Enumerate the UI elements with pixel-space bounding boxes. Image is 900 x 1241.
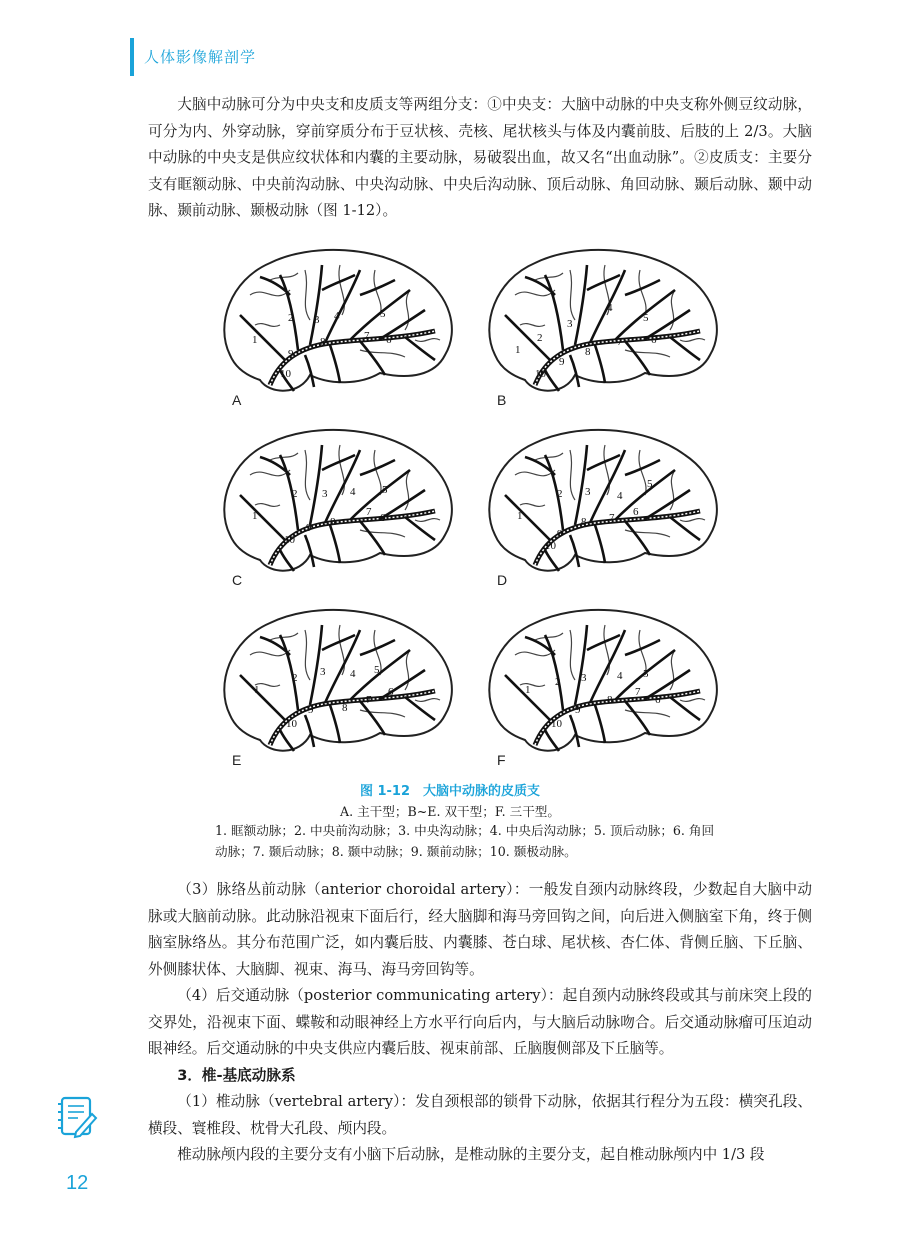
- artery-number-label: 3: [322, 488, 328, 500]
- sulcus-line: [305, 450, 310, 500]
- sulcus-line: [415, 519, 440, 522]
- artery-number-label: 10: [286, 718, 297, 730]
- running-header: 人体影像解剖学: [144, 48, 257, 66]
- artery-number-label: 6: [386, 334, 392, 346]
- artery-branch: [305, 355, 314, 387]
- sulcus-line: [570, 450, 575, 500]
- artery-number-label: 2: [555, 676, 561, 688]
- artery-branch: [587, 635, 620, 650]
- artery-branch: [587, 275, 620, 290]
- artery-number-label: 8: [330, 516, 336, 528]
- artery-number-label: 8: [585, 346, 591, 358]
- brain-panel-a: [210, 235, 470, 410]
- artery-number-label: 8: [607, 694, 613, 706]
- sulcus-line: [270, 453, 298, 460]
- brain-illustration: [210, 595, 470, 770]
- artery-number-label: 6: [655, 694, 661, 706]
- artery-branch: [322, 635, 355, 650]
- artery-branch: [587, 455, 620, 470]
- artery-number-label: 4: [607, 302, 613, 314]
- artery-branch: [505, 495, 550, 540]
- artery-branch: [330, 345, 340, 383]
- artery-branch: [240, 315, 285, 360]
- artery-number-label: 5: [647, 478, 653, 490]
- artery-branch: [545, 730, 559, 751]
- brain-illustration: [210, 235, 470, 410]
- brain-panel-d: [475, 415, 735, 590]
- sulcus-line: [639, 270, 646, 315]
- sulcus-line: [535, 633, 563, 640]
- panel-letter: D: [497, 572, 508, 588]
- header-accent-bar: [130, 38, 134, 76]
- sulcus-line: [305, 270, 310, 320]
- brain-panel-f: [475, 595, 735, 770]
- artery-branch: [570, 715, 579, 747]
- artery-number-label: 1: [525, 684, 531, 696]
- artery-number-label: 5: [374, 664, 380, 676]
- artery-branch: [330, 525, 340, 563]
- paragraph-posterior-communicating: （4）后交通动脉（posterior communicating artery）：起自颈内动脉终段或其与前床突上段的交界处，沿视束下面、蝶鞍和动眼神经上方水平行向后内，与大脑后动脉吻合。后交通动脉瘤可压迫动眼神经。后交通动脉的中央支供应内囊后肢、视束前部、丘脑腹侧部及下丘脑等。: [148, 987, 812, 1057]
- artery-branch: [310, 625, 322, 705]
- artery-branch: [625, 701, 650, 735]
- intro-text: [148, 92, 812, 225]
- artery-number-label: 4: [334, 310, 340, 322]
- notebook-pencil-icon: [56, 1094, 98, 1144]
- artery-number-label: 7: [366, 694, 372, 706]
- artery-number-label: 9: [559, 356, 565, 368]
- sulcus-line: [520, 504, 545, 507]
- sulcus-line: [520, 684, 545, 687]
- artery-number-label: 1: [517, 510, 523, 522]
- artery-number-label: 2: [288, 312, 294, 324]
- artery-number-label: 8: [320, 336, 326, 348]
- artery-branch: [280, 550, 294, 571]
- artery-number-label: 10: [535, 368, 546, 380]
- artery-number-label: 9: [288, 348, 294, 360]
- artery-branch: [545, 550, 559, 571]
- artery-number-label: 5: [380, 308, 386, 320]
- artery-branch: [360, 521, 385, 555]
- artery-number-label: 9: [575, 704, 581, 716]
- artery-number-label: 7: [364, 330, 370, 342]
- artery-number-label: 5: [643, 312, 649, 324]
- artery-branch: [360, 701, 385, 735]
- artery-branch: [505, 675, 550, 720]
- artery-branch: [575, 265, 587, 345]
- section-heading: 3．椎-基底动脉系: [177, 1066, 296, 1084]
- sulcus-line: [680, 519, 705, 522]
- artery-branch: [545, 275, 563, 350]
- brain-illustration: [210, 415, 470, 590]
- artery-branch: [240, 495, 285, 540]
- brain-illustration: [475, 415, 735, 590]
- artery-branch: [595, 345, 605, 383]
- artery-number-label: 7: [617, 336, 623, 348]
- artery-number-label: 7: [609, 512, 615, 524]
- artery-branch: [595, 525, 605, 563]
- artery-branch: [350, 650, 410, 700]
- figure-legend: 1. 眶额动脉；2. 中央前沟动脉；3. 中央沟动脉；4. 中央后沟动脉；5. 顶后动脉；6. 角回动脉；7. 颞后动脉；8. 颞中动脉；9. 颞前动脉；10. 颞极动脉。: [215, 823, 715, 859]
- artery-branch: [575, 445, 587, 525]
- sulcus-line: [535, 273, 563, 280]
- sulcus-line: [270, 273, 298, 280]
- artery-number-label: 6: [380, 512, 386, 524]
- artery-number-label: 2: [292, 672, 298, 684]
- artery-number-label: 1: [254, 684, 260, 696]
- artery-number-label: 9: [306, 522, 312, 534]
- artery-branch: [545, 370, 559, 391]
- artery-number-label: 7: [366, 506, 372, 518]
- artery-branch: [505, 315, 550, 360]
- artery-branch: [405, 697, 435, 720]
- artery-number-label: 1: [515, 344, 521, 356]
- artery-number-label: 2: [537, 332, 543, 344]
- artery-branch: [322, 455, 355, 470]
- sulcus-line: [415, 699, 440, 702]
- artery-branch: [575, 625, 587, 705]
- artery-branch: [280, 730, 294, 751]
- sulcus-line: [305, 630, 310, 680]
- artery-number-label: 3: [320, 666, 326, 678]
- brain-panel-c: [210, 415, 470, 590]
- sulcus-line: [680, 339, 705, 342]
- artery-branch: [310, 445, 322, 525]
- sulcus-line: [680, 699, 705, 702]
- sulcus-line: [535, 453, 563, 460]
- artery-number-label: 10: [545, 540, 556, 552]
- panel-letter: F: [497, 752, 506, 768]
- artery-number-label: 5: [643, 668, 649, 680]
- artery-branch: [670, 517, 700, 540]
- artery-number-label: 5: [382, 484, 388, 496]
- artery-branch: [322, 275, 355, 290]
- artery-number-label: 9: [308, 704, 314, 716]
- artery-number-label: 8: [581, 516, 587, 528]
- sulcus-line: [255, 504, 280, 507]
- artery-branch: [615, 470, 675, 520]
- artery-branch: [625, 341, 650, 375]
- artery-number-label: 6: [388, 686, 394, 698]
- artery-number-label: 10: [551, 718, 562, 730]
- artery-branch: [330, 705, 340, 743]
- paragraph-vertebral: （1）椎动脉（vertebral artery）：发自颈根部的锁骨下动脉，依据其行程分为五段：横突孔段、横段、寰椎段、枕骨大孔段、颅内段。: [148, 1093, 812, 1137]
- paragraph-vertebral-intracranial: 椎动脉颅内段的主要分支有小脑下后动脉，是椎动脉的主要分支，起自椎动脉颅内中 1/3 段: [177, 1146, 765, 1163]
- artery-branch: [595, 705, 605, 743]
- artery-branch: [305, 715, 314, 747]
- artery-number-label: 3: [585, 486, 591, 498]
- intro-paragraph: 大脑中动脉可分为中央支和皮质支等两组分支：①中央支：大脑中动脉的中央支称外侧豆纹动脉，可分为内、外穿动脉，穿前穿质分布于豆状核、壳核、尾状核头与体及内囊前肢、后肢的上 2/3。大脑中动脉的中央支是供应纹状体和内囊的主要动脉，易破裂出血，故又名“出血动脉”。②皮质支：主要分支有眶额动脉、中央前沟动脉、中央沟动脉、中央后沟动脉、顶后动脉、角回动脉、颞后动脉、颞中动脉、颞前动脉、颞极动脉（图 1-12）。: [148, 96, 812, 219]
- sulcus-line: [570, 270, 575, 320]
- sulcus-line: [570, 630, 575, 680]
- body-text: [148, 877, 812, 1169]
- figure-caption: 图 1-12 大脑中动脉的皮质支: [359, 784, 541, 799]
- sulcus-line: [415, 339, 440, 342]
- page-number: 12: [66, 1172, 89, 1194]
- artery-branch: [305, 535, 314, 567]
- panel-letter: C: [232, 572, 243, 588]
- artery-number-label: 6: [633, 506, 639, 518]
- artery-branch: [625, 521, 650, 555]
- artery-branch: [360, 341, 385, 375]
- artery-branch: [570, 355, 579, 387]
- sulcus-line: [520, 324, 545, 327]
- brain-panel-e: [210, 595, 470, 770]
- figure-subcaption: A. 主干型；B~E. 双干型；F. 三干型。: [339, 804, 560, 819]
- sulcus-line: [255, 324, 280, 327]
- artery-number-label: 2: [557, 488, 563, 500]
- figure-1-12: [210, 235, 730, 768]
- artery-number-label: 4: [617, 490, 623, 502]
- panel-letter: E: [232, 752, 242, 768]
- sulcus-line: [639, 450, 646, 495]
- artery-branch: [240, 675, 285, 720]
- artery-number-label: 10: [280, 368, 291, 380]
- artery-number-label: 4: [617, 670, 623, 682]
- artery-branch: [545, 635, 563, 710]
- artery-number-label: 9: [557, 528, 563, 540]
- artery-number-label: 3: [567, 318, 573, 330]
- artery-number-label: 4: [350, 486, 356, 498]
- artery-branch: [310, 265, 322, 345]
- sulcus-line: [270, 633, 298, 640]
- panel-letter: A: [232, 392, 242, 408]
- artery-number-label: 4: [350, 668, 356, 680]
- artery-number-label: 6: [651, 334, 657, 346]
- artery-branch: [670, 697, 700, 720]
- artery-number-label: 3: [314, 314, 320, 326]
- panel-letter: B: [497, 392, 507, 408]
- artery-number-label: 1: [252, 334, 258, 346]
- artery-number-label: 2: [292, 488, 298, 500]
- artery-branch: [405, 337, 435, 360]
- sulcus-line: [374, 450, 381, 495]
- brain-panel-b: [475, 235, 735, 410]
- artery-number-label: 3: [581, 672, 587, 684]
- artery-branch: [570, 535, 579, 567]
- paragraph-anterior-choroidal: （3）脉络丛前动脉（anterior choroidal artery）：一般发自颈内动脉终段，少数起自大脑中动脉或大脑前动脉。此动脉沿视束下面后行，经大脑脚和海马旁回钩之间，向后进入侧脑室下角，终于侧脑室脉络丛。其分布范围广泛，如内囊后肢、内囊膝、苍白球、尾状核、杏仁体、背侧丘脑、下丘脑、外侧膝状体、大脑脚、视束、海马、海马旁回钩等。: [148, 881, 812, 978]
- brain-illustration: [475, 235, 735, 410]
- brain-illustration: [475, 595, 735, 770]
- artery-number-label: 7: [635, 686, 641, 698]
- artery-number-label: 10: [284, 534, 295, 546]
- artery-number-label: 8: [342, 702, 348, 714]
- artery-branch: [670, 337, 700, 360]
- artery-branch: [405, 517, 435, 540]
- artery-number-label: 1: [252, 510, 258, 522]
